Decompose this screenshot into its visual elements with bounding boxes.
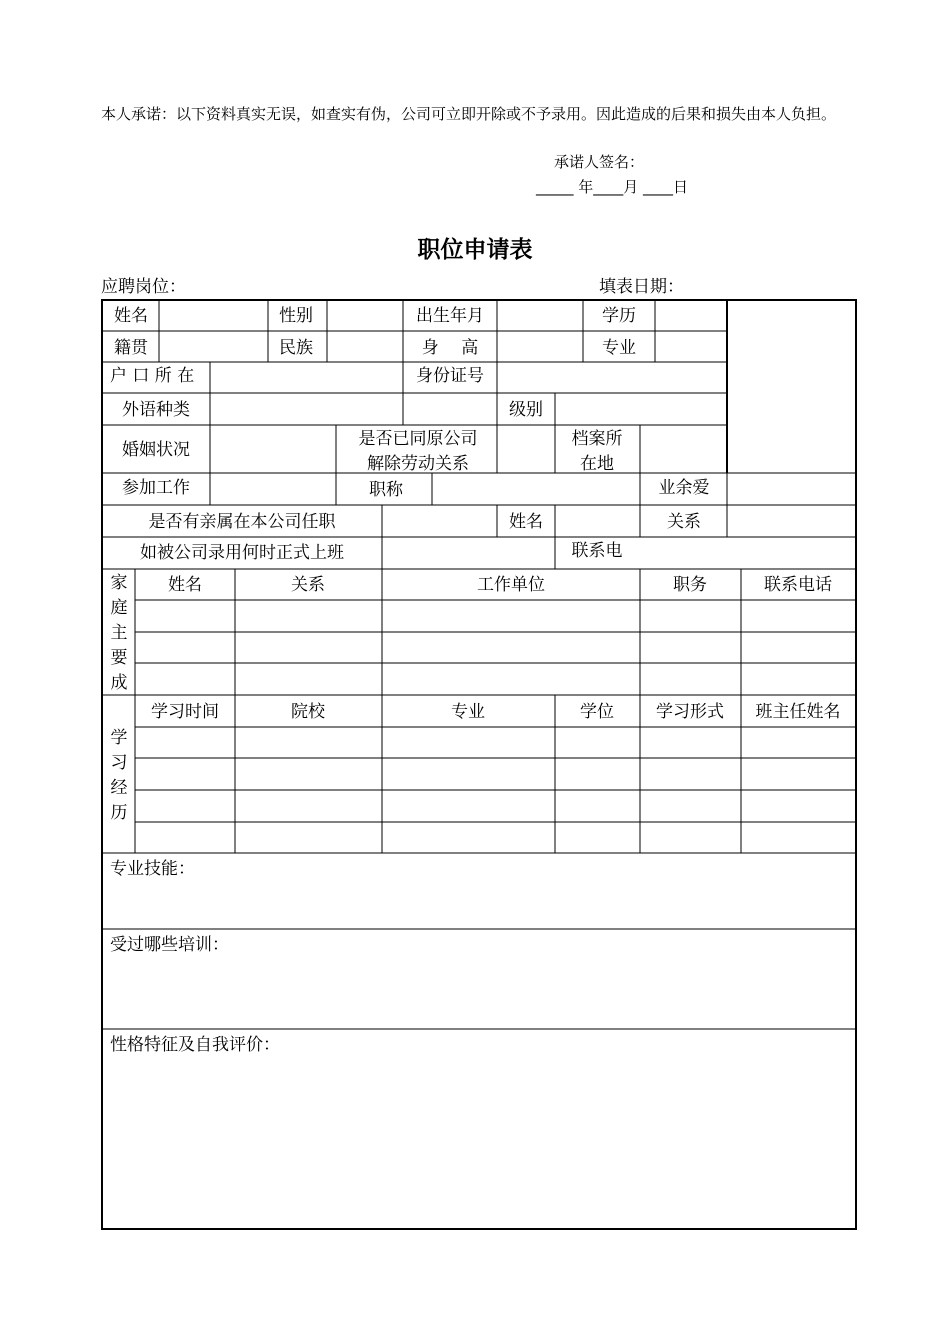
label-birth: 出生年月 bbox=[416, 306, 484, 326]
family-side-char: 家 bbox=[110, 573, 128, 593]
pledge-text: 本人承诺：以下资料真实无误，如查实有伪，公司可立即开除或不予录用。因此造成的后果和损失由本人负担。 bbox=[101, 105, 837, 123]
label-name: 姓名 bbox=[114, 306, 148, 326]
training-label: 受过哪些培训： bbox=[110, 935, 229, 955]
label-work-start: 参加工作 bbox=[122, 478, 190, 498]
family-header-name: 姓名 bbox=[168, 575, 202, 595]
study-header-period: 学习时间 bbox=[151, 702, 219, 722]
family-side-char: 要 bbox=[110, 648, 128, 668]
label-id-number: 身份证号 bbox=[416, 366, 484, 386]
study-header-degree: 学位 bbox=[580, 702, 614, 722]
pledge-date-line: _____ 年____月 ____日 bbox=[536, 178, 689, 196]
label-language: 外语种类 bbox=[122, 400, 190, 420]
fill-date-label: 填表日期： bbox=[599, 277, 684, 297]
study-side-char: 经 bbox=[110, 778, 128, 798]
label-relative-name: 姓名 bbox=[509, 512, 543, 532]
family-header-employer: 工作单位 bbox=[477, 575, 545, 595]
label-archive-1: 档案所 bbox=[571, 429, 623, 449]
family-side-char: 主 bbox=[110, 623, 128, 643]
label-height: 身 高 bbox=[421, 338, 479, 358]
label-contract-1: 是否已同原公司 bbox=[358, 429, 478, 449]
label-relation: 关系 bbox=[667, 512, 701, 532]
family-side-char: 成 bbox=[110, 673, 128, 693]
label-contact: 联系电 bbox=[571, 541, 623, 561]
label-start-date: 如被公司录用何时正式上班 bbox=[140, 543, 344, 563]
label-native-place: 籍贯 bbox=[114, 338, 148, 358]
label-hukou: 户 口 所 在 bbox=[110, 366, 195, 386]
family-side-label bbox=[102, 571, 136, 696]
family-header-position: 职务 bbox=[673, 575, 707, 595]
skills-label: 专业技能： bbox=[110, 859, 195, 879]
form-title: 职位申请表 bbox=[417, 237, 533, 263]
label-hobby: 业余爱 bbox=[658, 478, 710, 498]
family-side-char: 庭 bbox=[110, 598, 128, 618]
family-header-relation: 关系 bbox=[291, 575, 325, 595]
label-title-rank: 职称 bbox=[369, 480, 403, 500]
label-education: 学历 bbox=[602, 306, 636, 326]
label-archive-2: 在地 bbox=[580, 454, 614, 474]
label-gender: 性别 bbox=[279, 306, 313, 326]
personality-label: 性格特征及自我评价： bbox=[110, 1035, 280, 1055]
family-header-phone: 联系电话 bbox=[764, 575, 832, 595]
label-ethnicity: 民族 bbox=[279, 338, 313, 358]
study-header-mode: 学习形式 bbox=[656, 702, 724, 722]
label-marital: 婚姻状况 bbox=[122, 440, 190, 460]
study-side-char: 习 bbox=[110, 753, 128, 773]
signer-label: 承诺人签名： bbox=[554, 153, 645, 171]
study-side-label bbox=[102, 726, 136, 826]
study-header-school: 院校 bbox=[291, 702, 325, 722]
label-relatives: 是否有亲属在本公司任职 bbox=[148, 512, 336, 532]
label-contract-2: 解除劳动关系 bbox=[367, 454, 469, 474]
label-level: 级别 bbox=[509, 400, 543, 420]
post-label: 应聘岗位： bbox=[101, 277, 186, 297]
study-side-char: 学 bbox=[110, 728, 128, 748]
label-major: 专业 bbox=[602, 338, 636, 358]
study-header-advisor: 班主任姓名 bbox=[755, 702, 841, 722]
study-side-char: 历 bbox=[110, 803, 128, 823]
study-header-major: 专业 bbox=[451, 702, 485, 722]
